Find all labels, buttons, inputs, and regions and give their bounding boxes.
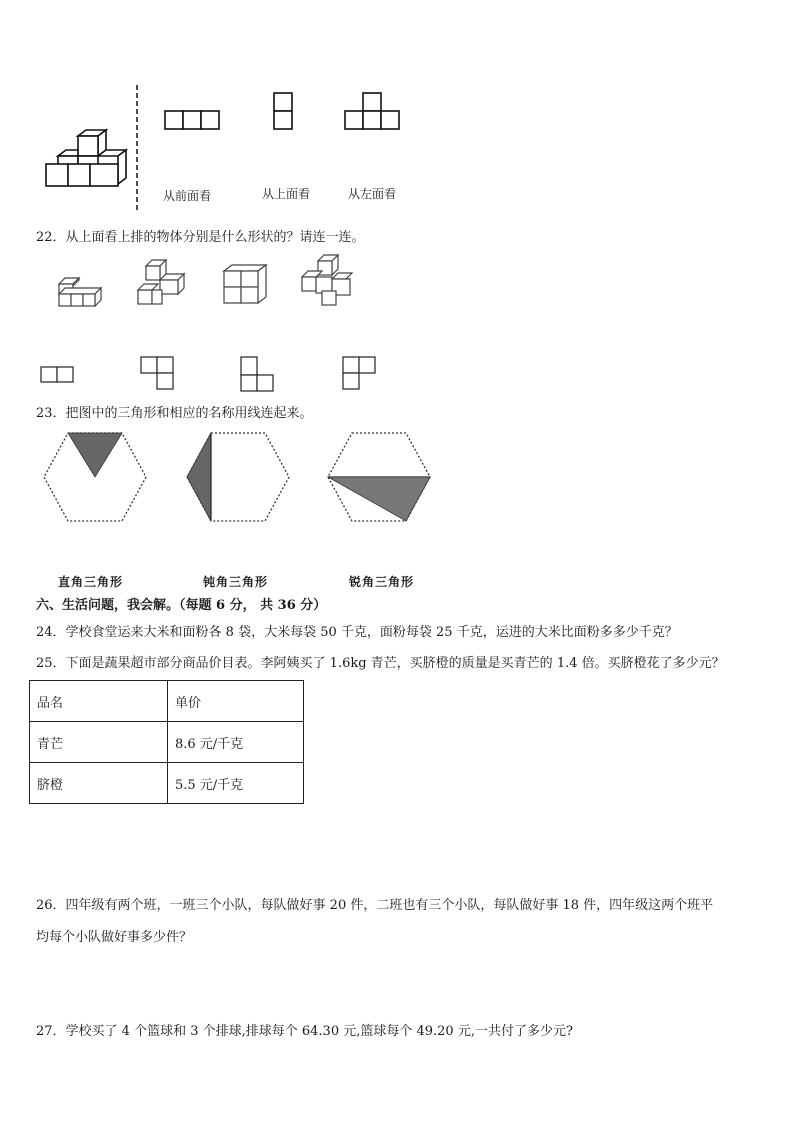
table-header-name: 品名 (30, 681, 168, 722)
front-view-shape (164, 110, 222, 132)
hexagon-acute-triangle (326, 432, 432, 522)
q22-object-1 (57, 272, 105, 308)
cube-stack-drawing (44, 130, 124, 188)
table-header-price: 单价 (168, 681, 304, 722)
table-row (30, 722, 304, 763)
left-view-label: 从左面看 (348, 187, 397, 201)
table-row (30, 763, 304, 804)
label-right-triangle: 直角三角形 (58, 575, 124, 589)
table-cell: 5.5 元/千克 (168, 763, 304, 804)
top-view-shape (273, 92, 295, 132)
q22-top-view-3 (240, 356, 278, 394)
q22-object-3 (222, 263, 268, 305)
q22-top-view-4 (342, 356, 380, 392)
table-header-row (30, 681, 304, 722)
section-6-heading: 六、生活问题，我会解。（每题 6 分， 共 36 分） (36, 598, 327, 613)
question-27: 27．学校买了 4 个篮球和 3 个排球,排球每个 64.30 元,篮球每个 49.20 元,一共付了多少元? (36, 1024, 573, 1039)
question-25: 25．下面是蔬果超市部分商品价目表。李阿姨买了 1.6kg 青芒，买脐橙的质量是买青芒的 1.4 倍。买脐橙花了多少元？ (36, 656, 725, 671)
top-view-label: 从上面看 (262, 187, 311, 201)
label-acute-triangle: 锐角三角形 (349, 575, 415, 589)
question-26-line-1: 26．四年级有两个班，一班三个小队，每队做好事 20 件，二班也有三个小队，每队做好事 18 件，四年级这两个班平 (36, 898, 714, 913)
table-cell: 脐橙 (30, 763, 168, 804)
hexagon-right-triangle (42, 432, 148, 522)
q22-top-view-2 (140, 356, 178, 392)
table-cell: 8.6 元/千克 (168, 722, 304, 763)
question-23: 23．把图中的三角形和相应的名称用线连起来。 (36, 406, 313, 421)
left-view-shape (344, 92, 404, 132)
front-view-label: 从前面看 (163, 189, 212, 203)
q22-object-2 (136, 260, 188, 310)
q22-object-4 (300, 255, 354, 307)
price-table (29, 680, 304, 804)
hexagon-obtuse-triangle (185, 432, 291, 522)
table-cell: 青芒 (30, 722, 168, 763)
question-24: 24．学校食堂运来大米和面粉各 8 袋，大米每袋 50 千克，面粉每袋 25 千克，运进的大米比面粉多多少千克？ (36, 625, 678, 640)
divider-dashed-line (135, 85, 139, 210)
q22-top-view-1 (40, 366, 76, 384)
label-obtuse-triangle: 钝角三角形 (203, 575, 269, 589)
question-26-line-2: 均每个小队做好事多少件？ (36, 930, 193, 945)
question-22: 22．从上面看上排的物体分别是什么形状的？请连一连。 (36, 230, 365, 245)
